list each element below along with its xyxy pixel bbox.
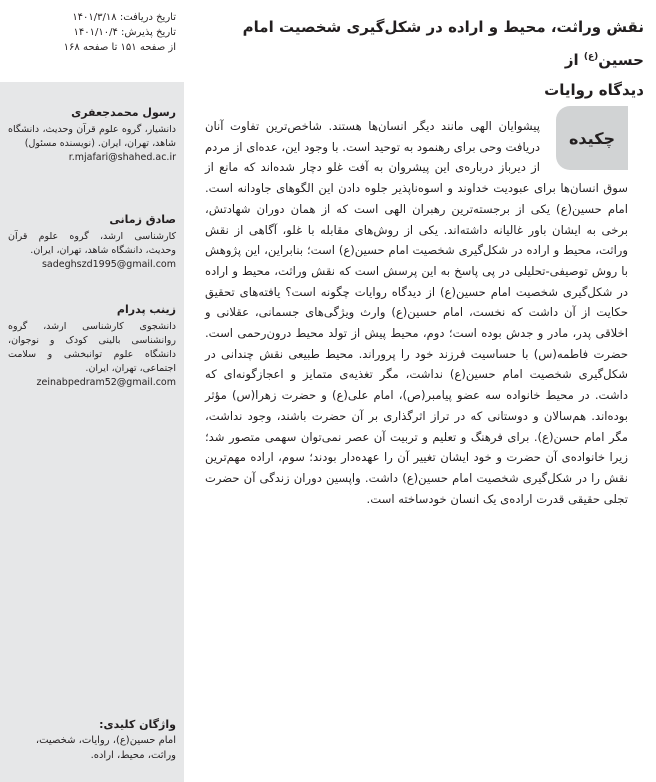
accepted-date: تاریخ پذیرش: ۱۴۰۱/۱۰/۴ <box>73 27 176 38</box>
title-line-1: نقش وراثت، محیط و اراده در شکل‌گیری شخصیت امام حسین <box>242 18 644 69</box>
author-name: رسول محمدجعفری <box>71 106 176 119</box>
author-email[interactable]: zeinabpedram52@gmail.com <box>36 377 176 388</box>
author-name: زینب پدرام <box>116 303 176 316</box>
author-email[interactable]: sadeghszd1995@gmail.com <box>41 259 176 270</box>
author-affiliation: دانشیار، گروه علوم قرآن وحدیث، دانشگاه شاهد، تهران، ایران. (نویسنده مسئول) <box>8 124 176 149</box>
author-affiliation: کارشناسی ارشد، گروه علوم قرآن وحدیث، دانشگاه شاهد، تهران، ایران. <box>8 231 176 256</box>
abstract-text: پیشوایان الهی مانند دیگر انسان‌ها هستند. شاخص‌ترین تفاوت آنان دریافت وحی برای رهنمود به توحید است. با وجود این، عده‌ای از مردم از دیرباز درباره‌ی این پیشروان به آفت غلو دچار شده‌اند که مانع از سوق انسان‌ها برای عبودیت خداوند و اسوه‌ناپذیر جلوه دادن این الگوهای جاودانه است. امام حسین(ع) یکی از برجسته‌ترین رهبران الهی است که از همان دوران شهادتش، برخی به ایشان باور غالیانه داشته‌اند. یکی از روش‌های مقابله با غلو، آگاهی از نقش وراثت، محیط و اراده در شکل‌گیری شخصیت امام حسین(ع) است؛ بنابراین، این پژوهش با روش توصیفی-تحلیلی در پی پاسخ به این پرسش است که نقش وراثت، محیط و اراده در شکل‌گیری شخصیت امام حسین(ع) از دیدگاه روایات چگونه است؟ یافته‌های تحقیق حکایت از آن داشت که نخست، امام حسین(ع) وارث ویژگی‌های جسمانی، عقلانی و اخلاقی پدر، مادر و جدش بوده است؛ دوم، محیط پیش از تولد محیط درون‌رحمی است. حضرت فاطمه(س) با حساسیت فرزند خود را پروراند. محیط طبیعی نقش چندانی در شکل‌گیری شخصیت امام حسین(ع) نداشت، مگر تغذیه‌ی متمایز و اعجازگونه‌ای که داشت. در محیط خانواده سه عضو پیامبر(ص)، امام علی(ع) و حضرت زهرا(س) مؤثر بوده‌اند. هم‌سالان و دوستانی که در تراز اثرگذاری بر آن حضرت باشند، وجود نداشت، مگر امام حسن(ع). برای فرهنگ و تعلیم و تربیت آن عصر نمی‌توان سهمی متصور شد؛ زیرا خانواده‌ی آن حضرت و خود ایشان تغییر آن را عهده‌دار بودند؛ سوم، اراده مهم‌ترین نقش را در شکل‌گیری شخصیت امام حسین(ع) داشت. واپسین دوران زندگی آن حضرت تجلی حقیقی قدرت اراده‌ی یک انسان خودساخته است. <box>205 119 628 506</box>
abstract-label: چکیده <box>556 106 628 170</box>
sidebar <box>0 0 184 782</box>
abstract-body <box>205 116 628 656</box>
author-email[interactable]: r.mjafari@shahed.ac.ir <box>68 152 176 163</box>
title-line-1-end: از <box>564 51 584 69</box>
keywords-text: امام حسین(ع)، روایات، شخصیت، وراثت، محیط، اراده. <box>35 735 176 761</box>
author-block <box>0 212 184 272</box>
article-dates <box>0 0 184 82</box>
keywords <box>0 717 184 763</box>
received-date: تاریخ دریافت: ۱۴۰۱/۳/۱۸ <box>72 12 176 23</box>
page-range: از صفحه ۱۵۱ تا صفحه ۱۶۸ <box>63 42 176 53</box>
title-honorific: (ع) <box>583 52 599 62</box>
author-block <box>0 105 184 165</box>
author-name: صادق زمانی <box>109 213 176 226</box>
article-title <box>196 12 644 105</box>
keywords-label: واژگان کلیدی: <box>99 718 176 731</box>
authors-panel <box>0 82 184 782</box>
author-block <box>0 302 184 390</box>
title-line-2: دیدگاه روایات <box>544 81 644 99</box>
author-affiliation: دانشجوی کارشناسی ارشد، گروه روانشناسی بالینی کودک و نوجوان، دانشگاه علوم توانبخشی و سلامت اجتماعی، تهران، ایران. <box>8 321 176 374</box>
